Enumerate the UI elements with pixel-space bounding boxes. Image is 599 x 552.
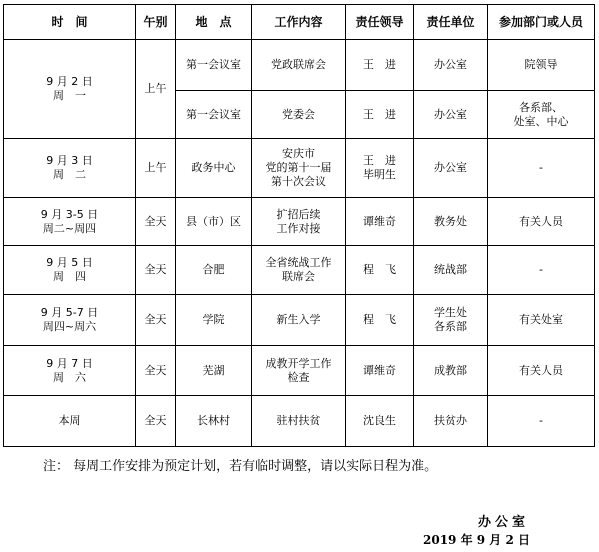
header-ampm: 午别: [136, 5, 176, 40]
table-row: [4, 295, 595, 346]
leader-cell: [346, 40, 414, 91]
time-cell: [4, 40, 136, 139]
leader-cell: [346, 198, 414, 246]
participants-cell: [488, 246, 595, 295]
time-cell-line: 周四~周六: [42, 320, 97, 333]
leader-cell: [346, 246, 414, 295]
participants-cell: [488, 91, 595, 139]
content-cell: [252, 346, 346, 396]
signature: 办公室: [478, 515, 530, 530]
participants-cell-line: 各系部、: [519, 100, 563, 114]
unit-cell: [414, 295, 488, 346]
table-row: [4, 139, 595, 198]
participants-cell-line: 有关人员: [519, 363, 563, 377]
place-cell-line: 合肥: [202, 263, 225, 276]
place-cell: [176, 139, 252, 198]
participants-cell-line: 有关人员: [519, 214, 563, 228]
unit-cell: [414, 246, 488, 295]
content-cell-line: 联席会: [282, 270, 315, 283]
table-row: [4, 346, 595, 396]
content-cell-line: 党的第十一届: [265, 161, 332, 174]
time-cell-line: 9 月 2 日: [46, 75, 93, 88]
content-cell-line: 党政联席会: [271, 58, 326, 71]
content-cell: [252, 396, 346, 447]
leader-cell: [346, 295, 414, 346]
header-leader: 责任领导: [346, 5, 414, 40]
time-cell-line: 周 六: [53, 370, 86, 384]
participants-cell: [488, 40, 595, 91]
place-cell: [176, 295, 252, 346]
schedule-table: [3, 4, 595, 447]
participants-cell-line: -: [539, 263, 543, 276]
content-cell-line: 新生入学: [276, 313, 321, 326]
unit-cell-line: 各系部: [434, 320, 467, 333]
ampm-cell: 全天: [136, 246, 176, 295]
place-cell: [176, 40, 252, 91]
content-cell-line: 第十次会议: [271, 175, 326, 188]
unit-cell-line: 统战部: [434, 263, 467, 276]
unit-cell: [414, 40, 488, 91]
unit-cell-line: 成教部: [434, 363, 467, 377]
time-cell: [4, 396, 136, 447]
content-cell-line: 驻村扶贫: [276, 414, 321, 427]
leader-cell-line: 谭维奇: [363, 363, 396, 377]
leader-cell: [346, 396, 414, 447]
leader-cell: [346, 346, 414, 396]
header-time: 时 间: [4, 5, 136, 40]
time-cell-line: 周 四: [53, 270, 86, 283]
participants-cell: [488, 139, 595, 198]
ampm-cell: 上午: [136, 139, 176, 198]
participants-cell: [488, 295, 595, 346]
header-place: 地 点: [176, 5, 252, 40]
issue-date: 2019 年 9 月 2 日: [423, 533, 530, 547]
header-row: [4, 5, 595, 40]
time-cell: [4, 295, 136, 346]
content-cell: [252, 295, 346, 346]
leader-cell-line: 沈良生: [363, 414, 396, 427]
place-cell-line: 第一会议室: [186, 58, 241, 71]
place-cell-line: 芜湖: [202, 363, 225, 377]
content-cell-line: 工作对接: [276, 221, 321, 235]
participants-cell-line: 院领导: [524, 58, 558, 71]
ampm-cell: 全天: [136, 198, 176, 246]
unit-cell-line: 教务处: [434, 214, 467, 228]
unit-cell-line: 办公室: [434, 107, 467, 121]
time-cell: [4, 198, 136, 246]
content-cell-line: 成教开学工作: [265, 356, 332, 370]
content-cell-line: 安庆市: [282, 147, 315, 160]
schedule-body: [4, 40, 595, 447]
time-cell-line: 9 月 7 日: [46, 356, 93, 370]
unit-cell: [414, 396, 488, 447]
participants-cell-line: 有关处室: [519, 313, 563, 326]
time-cell-line: 周 一: [53, 89, 86, 102]
time-cell-line: 9 月 3-5 日: [40, 207, 99, 221]
content-cell-line: 全省统战工作: [265, 256, 332, 269]
unit-cell-line: 办公室: [434, 58, 467, 71]
time-cell-line: 周二~周四: [42, 221, 97, 235]
time-cell-line: 周 二: [53, 168, 86, 181]
table-row: [4, 198, 595, 246]
place-cell-line: 县（市）区: [186, 214, 241, 228]
place-cell-line: 长林村: [197, 414, 230, 427]
leader-cell-line: 程 飞: [363, 313, 396, 326]
content-cell-line: 扩招后续: [276, 207, 321, 221]
content-cell: [252, 139, 346, 198]
leader-cell: [346, 91, 414, 139]
unit-cell-line: 扶贫办: [434, 414, 467, 427]
time-cell-line: 本周: [58, 414, 81, 427]
content-cell-line: 党委会: [282, 107, 315, 121]
participants-cell: [488, 396, 595, 447]
content-cell: [252, 198, 346, 246]
leader-cell-line: 程 飞: [363, 263, 396, 276]
participants-cell: [488, 346, 595, 396]
place-cell-line: 政务中心: [191, 161, 236, 174]
leader-cell-line: 王 进: [363, 58, 396, 71]
time-cell: [4, 346, 136, 396]
place-cell-line: 第一会议室: [186, 107, 241, 121]
unit-cell-line: 学生处: [434, 306, 467, 319]
leader-cell: [346, 139, 414, 198]
ampm-cell: 全天: [136, 346, 176, 396]
place-cell: [176, 91, 252, 139]
leader-cell-line: 王 进: [363, 154, 396, 167]
time-cell-line: 9 月 5 日: [46, 256, 93, 269]
place-cell: [176, 396, 252, 447]
unit-cell: [414, 139, 488, 198]
time-cell-line: 9 月 5-7 日: [40, 306, 99, 319]
unit-cell-line: 办公室: [434, 161, 467, 174]
unit-cell: [414, 91, 488, 139]
unit-cell: [414, 346, 488, 396]
leader-cell-line: 王 进: [363, 107, 396, 121]
participants-cell-line: -: [539, 414, 543, 427]
ampm-cell: 全天: [136, 295, 176, 346]
place-cell: [176, 346, 252, 396]
content-cell: [252, 91, 346, 139]
ampm-cell: 全天: [136, 396, 176, 447]
table-row: [4, 246, 595, 295]
leader-cell-line: 谭维奇: [363, 214, 396, 228]
leader-cell-line: 毕明生: [363, 168, 396, 181]
place-cell: [176, 198, 252, 246]
content-cell-line: 检查: [287, 370, 310, 384]
content-cell: [252, 40, 346, 91]
table-row: [4, 396, 595, 447]
table-row: [4, 40, 595, 91]
participants-cell-line: -: [539, 161, 543, 174]
header-participants: 参加部门或人员: [488, 5, 595, 40]
time-cell-line: 9 月 3 日: [46, 154, 93, 167]
ampm-cell: 上午: [136, 40, 176, 139]
participants-cell-line: 处室、中心: [513, 114, 569, 128]
header-unit: 责任单位: [414, 5, 488, 40]
footnote: 注： 每周工作安排为预定计划，若有临时调整，请以实际日程为准。: [43, 459, 438, 474]
content-cell: [252, 246, 346, 295]
participants-cell: [488, 198, 595, 246]
unit-cell: [414, 198, 488, 246]
place-cell: [176, 246, 252, 295]
place-cell-line: 学院: [202, 313, 225, 326]
time-cell: [4, 139, 136, 198]
time-cell: [4, 246, 136, 295]
header-content: 工作内容: [252, 5, 346, 40]
